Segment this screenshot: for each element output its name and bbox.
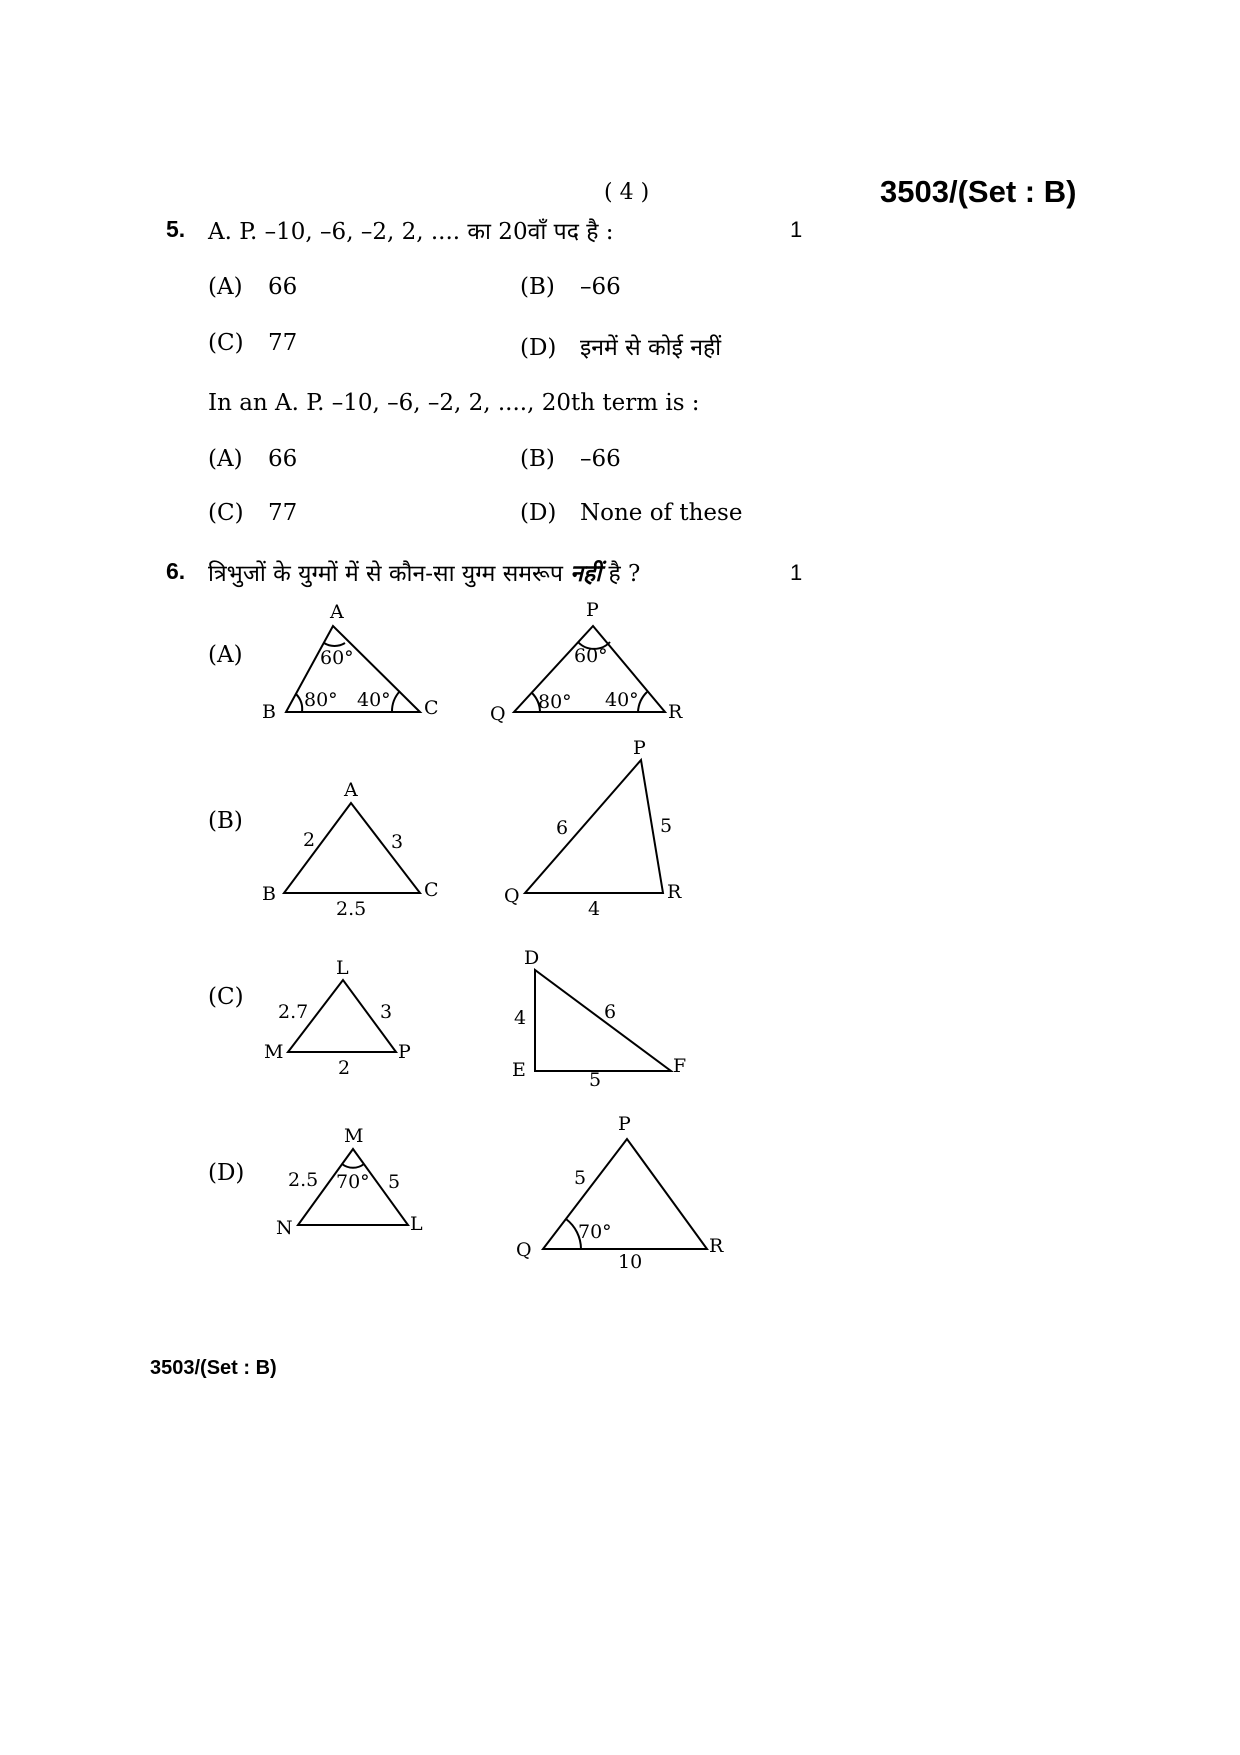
triangle-b-right	[525, 760, 663, 893]
vertex-n: N	[276, 1217, 293, 1239]
side-label-pq: 6	[556, 817, 569, 839]
side-label-ml: 5	[388, 1171, 401, 1193]
question-5-text-hindi: A. P. –10, –6, –2, 2, .... का 20वाँ पद है :	[208, 219, 614, 245]
vertex-f: F	[673, 1055, 687, 1077]
side-label-pr: 5	[660, 815, 673, 837]
question-6-number: 6.	[166, 558, 186, 584]
angle-arc-d-m	[342, 1164, 364, 1168]
side-label-mp: 2	[338, 1057, 351, 1079]
side-label-bc: 2.5	[336, 898, 367, 920]
vertex-a: A	[344, 779, 358, 801]
question-6-text-start: त्रिभुजों के युग्मों में से कौन-सा युग्म समरूप	[208, 561, 563, 587]
vertex-p: P	[586, 599, 599, 621]
angle-label-q: 80°	[538, 691, 572, 713]
q6-option-a-label: (A)	[208, 642, 243, 668]
option-label: (B)	[520, 274, 555, 300]
vertex-b: B	[262, 701, 276, 723]
option-text: 77	[268, 500, 298, 526]
option-label: (A)	[208, 274, 243, 300]
side-label-mn: 2.5	[288, 1169, 319, 1191]
side-label-ab: 2	[303, 829, 316, 851]
side-label-pq: 5	[574, 1167, 587, 1189]
vertex-m: M	[344, 1125, 364, 1147]
angle-arc-a-top	[324, 643, 345, 646]
option-label: (D)	[520, 335, 557, 361]
question-6-text-end: है ?	[608, 561, 641, 587]
option-label: (C)	[208, 330, 244, 356]
option-label: (D)	[520, 500, 557, 526]
vertex-q: Q	[516, 1239, 532, 1261]
vertex-r: R	[709, 1235, 724, 1257]
angle-label-b: 80°	[304, 689, 338, 711]
angle-arc-a-b	[296, 694, 302, 712]
vertex-e: E	[512, 1059, 526, 1081]
vertex-c: C	[424, 697, 439, 719]
vertex-c: C	[424, 879, 439, 901]
side-label-qr: 4	[588, 898, 601, 920]
angle-label-a: 60°	[320, 647, 354, 669]
vertex-q: Q	[490, 703, 506, 725]
q6-option-d-label: (D)	[208, 1160, 245, 1186]
vertex-p: P	[398, 1041, 411, 1063]
question-6-emphasis: नहीं	[570, 560, 602, 587]
vertex-m: M	[264, 1041, 284, 1063]
paper-code-footer: 3503/(Set : B)	[150, 1357, 277, 1379]
vertex-d: D	[524, 947, 540, 969]
side-label-qr: 10	[618, 1251, 643, 1273]
triangle-d-right	[543, 1139, 707, 1249]
vertex-r: R	[667, 881, 682, 903]
vertex-l: L	[410, 1213, 423, 1235]
question-5-marks: 1	[790, 217, 803, 242]
paper-code-header: 3503/(Set : B)	[880, 174, 1077, 209]
vertex-r: R	[668, 701, 683, 723]
question-5-number: 5.	[166, 216, 186, 242]
angle-arc-a-c	[392, 691, 400, 712]
angle-label-r: 40°	[605, 689, 639, 711]
option-text: 66	[268, 446, 298, 472]
side-label-de: 4	[514, 1007, 527, 1029]
vertex-p: P	[633, 737, 646, 759]
option-text: इनमें से कोई नहीं	[580, 335, 722, 361]
option-label: (A)	[208, 446, 243, 472]
angle-label-c: 40°	[357, 689, 391, 711]
side-label-lm: 2.7	[278, 1001, 309, 1023]
option-text: None of these	[580, 500, 743, 526]
option-label: (C)	[208, 500, 244, 526]
triangle-c-right	[535, 970, 671, 1071]
vertex-b: B	[262, 883, 276, 905]
page-number: ( 4 )	[604, 180, 650, 205]
option-text: 66	[268, 274, 298, 300]
option-label: (B)	[520, 446, 555, 472]
vertex-p: P	[618, 1113, 631, 1135]
side-label-ef: 5	[589, 1069, 602, 1091]
option-text: 77	[268, 330, 298, 356]
angle-label-p: 60°	[574, 645, 608, 667]
angle-label-q: 70°	[578, 1221, 612, 1243]
question-6-marks: 1	[790, 560, 803, 585]
q6-option-c-label: (C)	[208, 984, 244, 1010]
side-label-ac: 3	[391, 831, 404, 853]
question-5-text-english: In an A. P. –10, –6, –2, 2, ...., 20th term is :	[208, 390, 700, 416]
vertex-l: L	[336, 957, 349, 979]
vertex-a: A	[330, 601, 344, 623]
side-label-lp: 3	[380, 1001, 393, 1023]
angle-label-m: 70°	[336, 1171, 370, 1193]
side-label-df: 6	[604, 1001, 617, 1023]
vertex-q: Q	[504, 885, 520, 907]
q6-option-b-label: (B)	[208, 808, 243, 834]
option-text: –66	[580, 274, 621, 300]
option-text: –66	[580, 446, 621, 472]
angle-arc-a-r	[638, 692, 647, 712]
